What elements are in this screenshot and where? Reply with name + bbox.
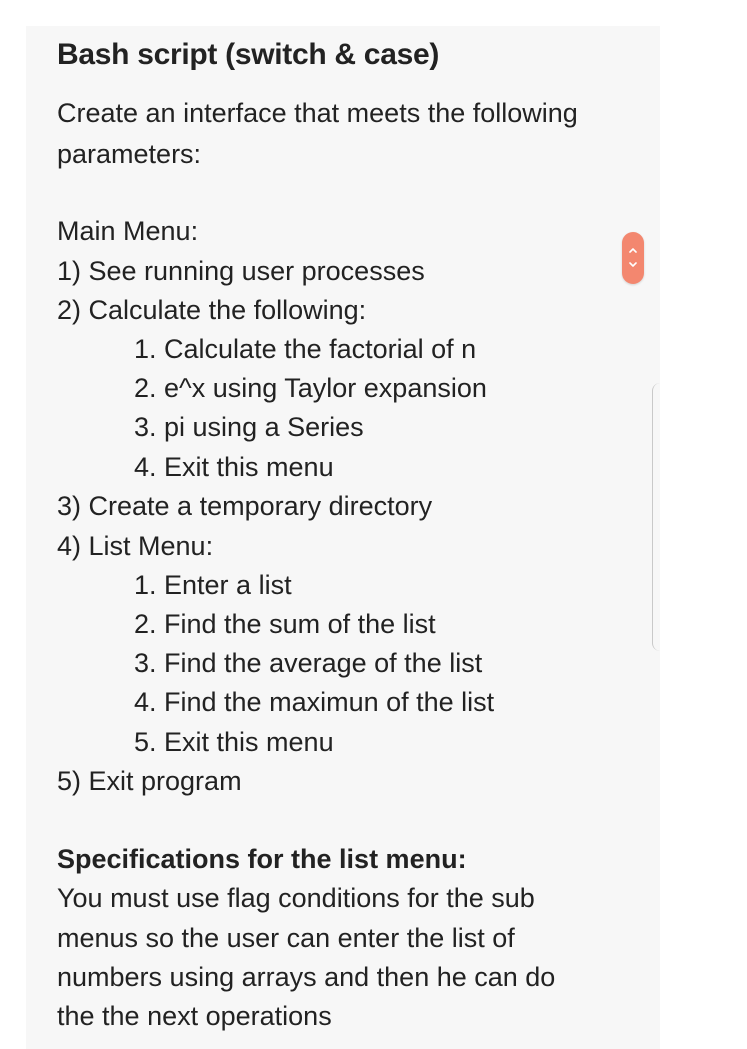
calc-sub-item-3: 3. pi using a Series: [134, 412, 364, 442]
specs-heading: Specifications for the list menu:: [57, 844, 467, 874]
specs-line-3: numbers using arrays and then he can do: [57, 962, 556, 992]
page-title: Bash script (switch & case): [57, 38, 440, 71]
calc-sub-item-1: 1. Calculate the factorial of n: [134, 334, 477, 364]
main-menu-item-2: 2) Calculate the following:: [57, 295, 367, 325]
specs-line-4: the the next operations: [57, 1001, 332, 1031]
chevron-up-icon[interactable]: [627, 245, 639, 255]
calc-sub-item-2: 2. e^x using Taylor expansion: [134, 373, 487, 403]
main-menu-heading: Main Menu:: [57, 216, 199, 246]
specs-line-2: menus so the user can enter the list of: [57, 923, 515, 953]
main-menu-item-4: 4) List Menu:: [57, 531, 214, 561]
calc-sub-item-4: 4. Exit this menu: [134, 452, 334, 482]
list-sub-item-5: 5. Exit this menu: [134, 727, 334, 757]
main-menu-item-5: 5) Exit program: [57, 766, 242, 796]
intro-line-2: parameters:: [57, 139, 202, 169]
scrollbar-track[interactable]: [652, 383, 661, 651]
scroll-control-button[interactable]: [622, 232, 644, 284]
main-menu-item-3: 3) Create a temporary directory: [57, 491, 433, 521]
main-menu-item-1: 1) See running user processes: [57, 256, 425, 286]
intro-line-1: Create an interface that meets the following: [57, 98, 578, 128]
chevron-down-icon[interactable]: [627, 260, 639, 270]
list-sub-item-1: 1. Enter a list: [134, 570, 292, 600]
list-sub-item-4: 4. Find the maximun of the list: [134, 687, 495, 717]
list-sub-item-3: 3. Find the average of the list: [134, 648, 483, 678]
list-sub-item-2: 2. Find the sum of the list: [134, 609, 436, 639]
specs-line-1: You must use flag conditions for the sub: [57, 883, 535, 913]
